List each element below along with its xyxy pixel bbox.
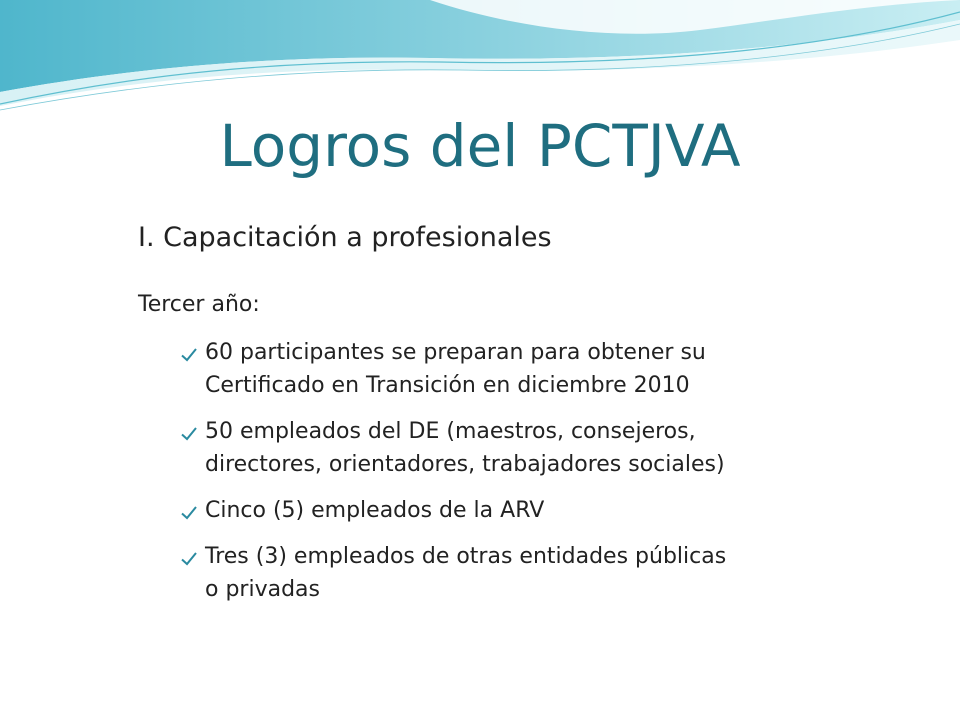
list-item-line: Tres (3) empleados de otras entidades públicas	[205, 544, 727, 569]
list-item	[180, 540, 860, 606]
check-mark-icon	[180, 346, 198, 364]
list-item-line: Certificado en Transición en diciembre 2010	[205, 373, 690, 398]
achievement-list	[180, 336, 860, 619]
list-item-line: Cinco (5) empleados de la ARV	[205, 498, 545, 523]
check-mark-icon	[180, 504, 198, 522]
list-item-line: 50 empleados del DE (maestros, consejeros,	[205, 419, 696, 444]
list-item-line: o privadas	[205, 577, 320, 602]
list-item	[180, 494, 860, 527]
header-wave-decoration	[0, 0, 960, 120]
list-item	[180, 415, 860, 481]
check-mark-icon	[180, 425, 198, 443]
check-mark-icon	[180, 550, 198, 568]
slide-title: Logros del PCTJVA	[219, 112, 741, 180]
list-item-line: 60 participantes se preparan para obtener su	[205, 340, 706, 365]
list-item-line: directores, orientadores, trabajadores sociales)	[205, 452, 725, 477]
section-heading: I. Capacitación a profesionales	[138, 222, 552, 253]
year-label: Tercer año:	[138, 292, 260, 317]
list-item	[180, 336, 860, 402]
